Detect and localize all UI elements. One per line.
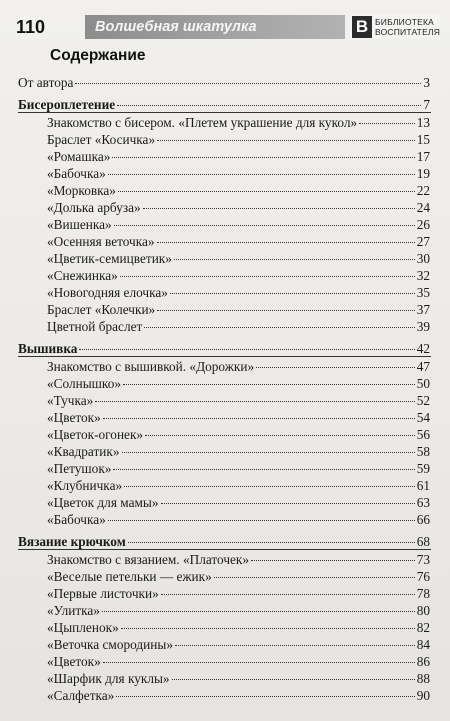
toc-entry-title: «Осенняя веточка» [47,234,155,249]
dot-leader [102,611,415,612]
toc-entry [47,358,430,376]
toc-entry-title: Бисероплетение [18,97,116,112]
toc-page-number: 7 [423,97,430,112]
toc-entry [47,602,430,620]
toc-entry [18,74,430,92]
toc-page-number: 86 [416,654,430,669]
toc-entry [47,551,430,569]
toc-entry [47,585,430,603]
series-letter: В [352,16,372,38]
toc-entry-title: Браслет «Косичка» [47,132,156,147]
toc-section [18,96,430,114]
dot-leader [256,367,415,368]
toc-entry-title: «Бабочка» [47,166,106,181]
toc-page-number: 59 [416,461,430,476]
toc-page-number: 22 [416,183,430,198]
toc-page-number: 19 [416,166,430,181]
dot-leader [214,577,415,578]
toc-page-number: 32 [416,268,430,283]
dot-leader [95,401,414,402]
toc-entry [47,250,430,268]
dot-leader [121,628,415,629]
toc-page-number: 35 [416,285,430,300]
toc-entry-title: «Бабочка» [47,512,106,527]
toc-entry-title: Вышивка [18,341,78,356]
toc-page-number: 27 [416,234,430,249]
dot-leader [120,276,415,277]
toc-section [18,533,430,551]
toc-entry [47,443,430,461]
dot-leader [113,469,414,470]
toc-page-number: 26 [416,217,430,232]
toc-heading: Содержание [50,47,146,64]
dot-leader [170,293,415,294]
toc-entry [47,460,430,478]
dot-leader [145,435,415,436]
toc-entry [47,477,430,495]
dot-leader [251,560,415,561]
toc-page-number: 78 [416,586,430,601]
toc-entry-title: «Салфетка» [47,688,115,703]
dot-leader [103,418,415,419]
toc-entry [47,199,430,217]
toc-entry [47,653,430,671]
toc-page-number: 54 [416,410,430,425]
series-line-1: БИБЛИОТЕКА [375,17,435,27]
toc-entry-title: «Солнышко» [47,376,121,391]
toc-page-number: 56 [416,427,430,442]
toc-entry-title: «Цветок» [47,410,101,425]
toc-entry [47,114,430,132]
dot-leader [108,520,415,521]
toc-page-number: 73 [416,552,430,567]
toc-entry [47,636,430,654]
toc-entry [47,182,430,200]
dot-leader [143,208,415,209]
dot-leader [161,594,415,595]
toc-entry [47,409,430,427]
toc-entry [47,233,430,251]
toc-page-number: 84 [416,637,430,652]
toc-entry [47,568,430,586]
toc-entry-title: «Цветок для мамы» [47,495,159,510]
toc-entry [47,687,430,705]
series-line-2: ВОСПИТАТЕЛЯ [375,27,441,37]
toc-page-number: 47 [416,359,430,374]
toc-entry-title: «Снежинка» [47,268,118,283]
toc-entry-title: «Вишенка» [47,217,112,232]
toc-entry-title: «Петушок» [47,461,112,476]
toc-entry-title: «Ромашка» [47,149,111,164]
toc-entry-title: «Улитка» [47,603,100,618]
dot-leader [118,191,415,192]
toc-page-number: 58 [416,444,430,459]
dot-leader [359,123,415,124]
toc-entry [47,131,430,149]
dot-leader [172,679,415,680]
toc-entry-title: Знакомство с бисером. «Плетем украшение для кукол» [47,115,358,130]
dot-leader [123,384,415,385]
toc-entry [47,216,430,234]
dot-leader [144,327,414,328]
toc-entry-title: «Цветок» [47,654,101,669]
toc-entry-title: Цветной браслет [47,319,143,334]
toc-entry-title: Знакомство с вышивкой. «Дорожки» [47,359,255,374]
dot-leader [79,349,414,350]
toc-entry [47,318,430,336]
toc-entry [47,494,430,512]
dot-leader [157,242,415,243]
toc-entry [47,511,430,529]
toc-entry-title: «Шарфик для куклы» [47,671,170,686]
toc-page-number: 68 [416,534,430,549]
toc-page-number: 61 [416,478,430,493]
dot-leader [112,157,414,158]
toc-page-number: 13 [416,115,430,130]
toc-entry-title: «Цветок-огонек» [47,427,144,442]
toc-entry-title: Браслет «Колечки» [47,302,156,317]
toc-page-number: 39 [416,319,430,334]
toc-entry-title: «Цыпленок» [47,620,119,635]
toc-page-number: 66 [416,512,430,527]
dot-leader [122,452,415,453]
toc-entry [47,375,430,393]
toc-entry-title: «Веселые петельки — ежик» [47,569,212,584]
toc-entry-title: «Квадратик» [47,444,120,459]
toc-entry-title: «Цветик-семицветик» [47,251,172,266]
page-number: 110 [16,17,46,37]
toc-page-number: 3 [423,75,430,90]
dot-leader [175,645,415,646]
toc-page-number: 42 [416,341,430,356]
toc-entry-title: «Морковка» [47,183,116,198]
toc-page-number: 17 [416,149,430,164]
toc-page-number: 50 [416,376,430,391]
toc-page-number: 76 [416,569,430,584]
toc-entry [47,284,430,302]
dot-leader [117,105,421,106]
book-title: Волшебная шкатулка [95,19,257,35]
toc-entry-title: «Первые листочки» [47,586,159,601]
toc-page-number: 90 [416,688,430,703]
toc-entry-title: «Новогодняя елочка» [47,285,168,300]
dot-leader [114,225,415,226]
toc-page-number: 82 [416,620,430,635]
toc-entry [47,670,430,688]
dot-leader [157,310,414,311]
toc-page-number: 63 [416,495,430,510]
toc-entry [47,392,430,410]
toc-entry [47,301,430,319]
toc-page-number: 15 [416,132,430,147]
dot-leader [124,486,415,487]
dot-leader [75,83,421,84]
dot-leader [161,503,415,504]
toc-entry-title: Знакомство с вязанием. «Платочек» [47,552,250,567]
toc-entry [47,267,430,285]
toc-page-number: 52 [416,393,430,408]
toc-page-number: 24 [416,200,430,215]
toc-entry-title: От автора [18,75,74,90]
toc-page-number: 80 [416,603,430,618]
dot-leader [128,542,415,543]
dot-leader [174,259,415,260]
toc-entry [47,619,430,637]
toc-entry-title: «Веточка смородины» [47,637,173,652]
dot-leader [103,662,415,663]
dot-leader [116,696,414,697]
toc-entry-title: Вязание крючком [18,534,126,549]
toc-page-number: 30 [416,251,430,266]
toc-entry-title: «Клубничка» [47,478,123,493]
toc-entry [47,165,430,183]
toc-entry-title: «Тучка» [47,393,94,408]
toc-entry [47,426,430,444]
toc-entry-title: «Долька арбуза» [47,200,141,215]
toc-page-number: 37 [416,302,430,317]
toc-page-number: 88 [416,671,430,686]
toc-section [18,340,430,358]
dot-leader [108,174,415,175]
toc-entry [47,148,430,166]
dot-leader [157,140,415,141]
